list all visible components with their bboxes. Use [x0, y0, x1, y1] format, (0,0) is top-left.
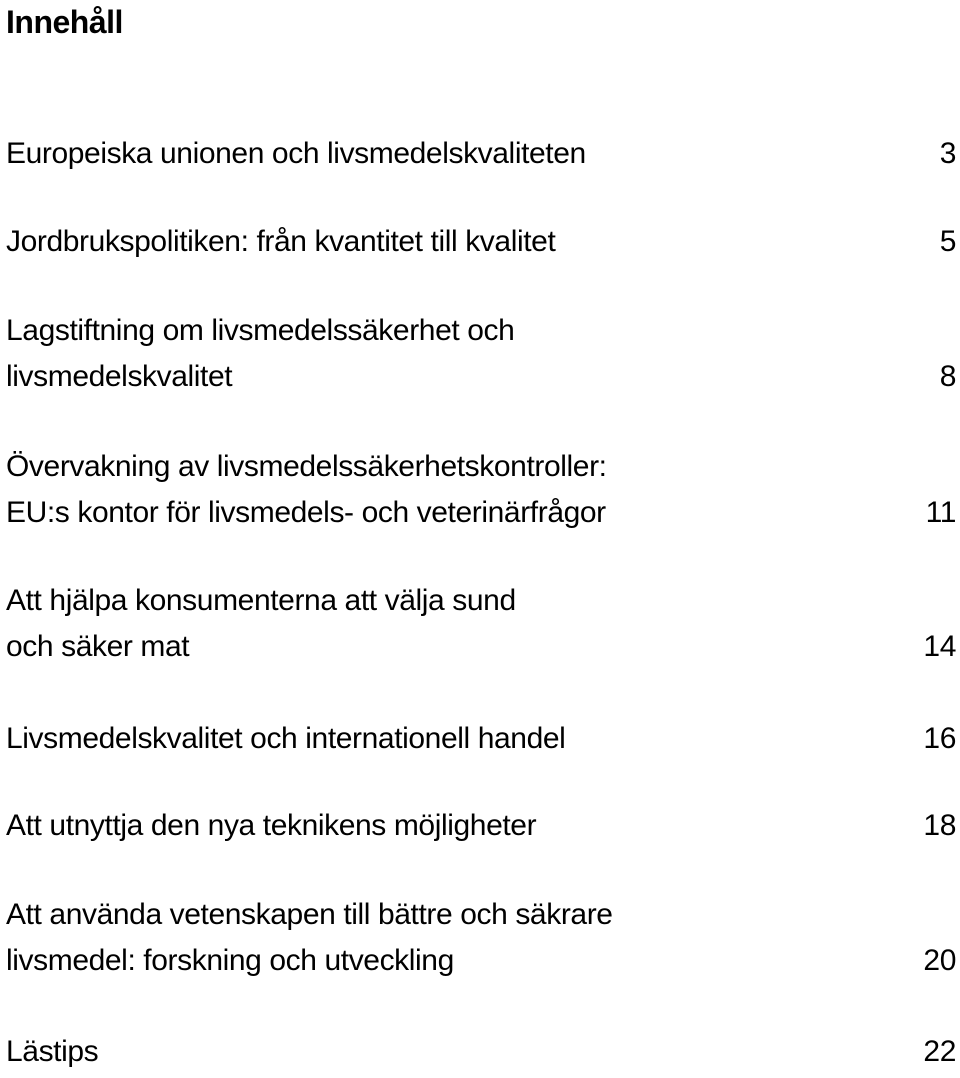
toc-entry-page-number: 8 [939, 360, 956, 393]
toc-entry-title-line: Lästips [6, 1035, 99, 1068]
toc-entry-title [6, 716, 826, 762]
toc-entry-title-line: Att använda vetenskapen till bättre och säkrare [6, 898, 613, 931]
toc-entry-title [6, 131, 826, 177]
toc-entry-title-line: EU:s kontor för livsmedels- och veterinärfrågor [6, 496, 606, 529]
toc-entry [6, 1029, 956, 1075]
toc-entry-title-line: livsmedel: forskning och utveckling [6, 944, 454, 977]
toc-entry-title [6, 308, 826, 400]
toc-entry-page-number: 14 [923, 630, 956, 663]
toc-entry-page-number: 20 [923, 944, 956, 977]
toc-entry-title [6, 578, 826, 670]
toc-entry [6, 219, 956, 265]
toc-entry [6, 578, 956, 670]
toc-entry-title-line: Jordbrukspolitiken: från kvantitet till kvalitet [6, 225, 556, 258]
toc-entry-page-number: 18 [923, 809, 956, 842]
toc-entry-page-number: 5 [939, 225, 956, 258]
page-title: Innehåll [6, 4, 123, 40]
toc-entry [6, 716, 956, 762]
toc-entry-title [6, 1029, 826, 1075]
toc-entry-title-line: Att hjälpa konsumenterna att välja sund [6, 584, 516, 617]
toc-entry-page-number: 16 [923, 722, 956, 755]
toc-entry-title-line: och säker mat [6, 630, 190, 663]
toc-entry-title [6, 219, 826, 265]
toc-entry-title-line: Att utnyttja den nya teknikens möjligheter [6, 809, 537, 842]
toc-entry [6, 308, 956, 400]
toc-entry-title-line: livsmedelskvalitet [6, 360, 233, 393]
toc-entry [6, 892, 956, 984]
toc-entry-title-line: Livsmedelskvalitet och internationell handel [6, 722, 566, 755]
toc-entry-page-number: 22 [923, 1035, 956, 1068]
toc-entry-title [6, 444, 826, 536]
toc-entry-page-number: 3 [939, 137, 956, 170]
toc-entry-title-line: Europeiska unionen och livsmedelskvaliteten [6, 137, 586, 170]
toc-entry [6, 803, 956, 849]
toc-entry-title [6, 803, 826, 849]
toc-entry-title [6, 892, 826, 984]
toc-entry-title-line: Lagstiftning om livsmedelssäkerhet och [6, 314, 515, 347]
toc-entry-title-line: Övervakning av livsmedelssäkerhetskontroller: [6, 450, 607, 483]
toc-entry [6, 444, 956, 536]
toc-entry-page-number: 11 [925, 496, 956, 529]
toc-entry [6, 131, 956, 177]
